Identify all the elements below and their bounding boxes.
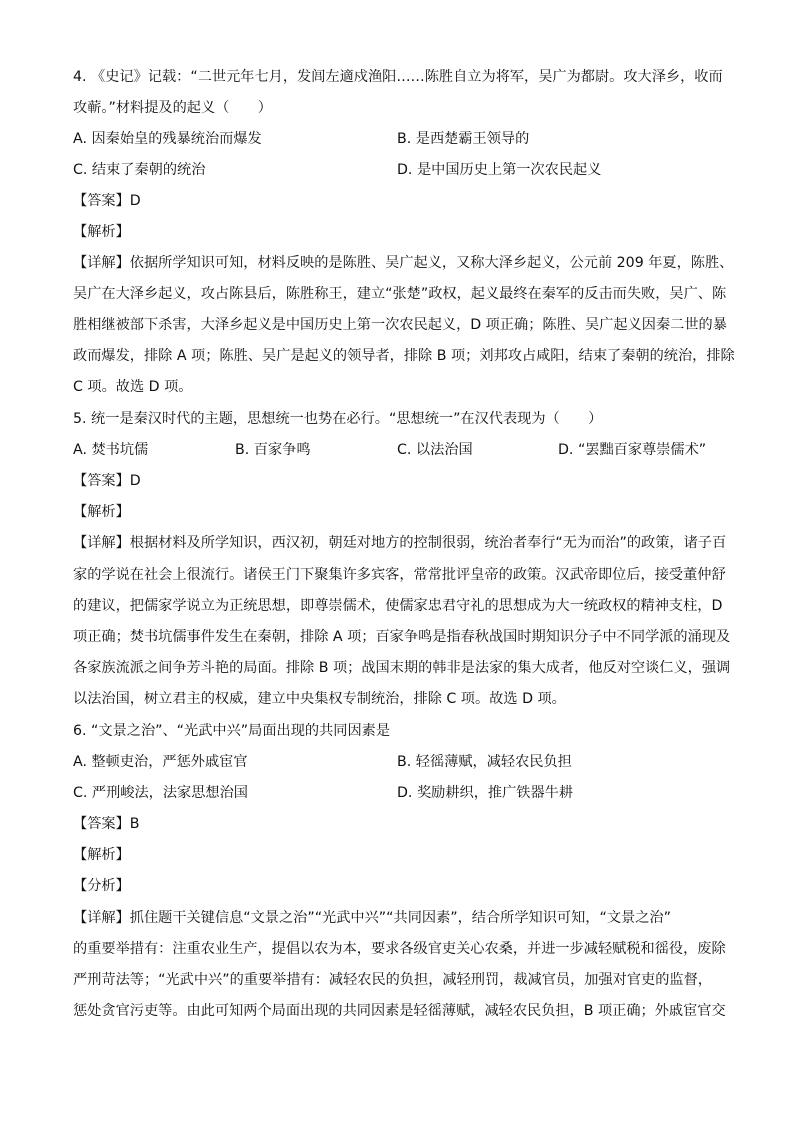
question-4-jiexi-label: 【解析】: [73, 224, 130, 240]
question-6-fenxi-label: 【分析】: [73, 878, 130, 894]
question-4-detail-line-1: 【详解】依据所学知识可知，材料反映的是陈胜、吴广起义，又称大泽乡起义，公元前 209 年夏，陈胜、: [73, 255, 734, 271]
question-4-detail-line-5: C 项。故选 D 项。: [73, 379, 193, 395]
question-4-detail-line-4: 政而爆发，排除 A 项；陈胜、吴广是起义的领导者，排除 B 项；刘邦攻占咸阳，结束了秦朝的统治，排除: [73, 348, 735, 364]
question-4-detail-line-3: 胜相继被部下杀害，大泽乡起义是中国历史上第一次农民起义，D 项正确；陈胜、吴广起义因秦二世的暴: [73, 317, 727, 333]
question-6-detail-line-4: 惩处贪官污吏等。由此可知两个局面出现的共同因素是轻徭薄赋，减轻农民负担，B 项正确；外戚宦官交: [73, 1003, 726, 1019]
question-6-option-d: D. 奖励耕织，推广铁器牛耕: [397, 785, 574, 801]
question-5-option-c: C. 以法治国: [397, 442, 473, 458]
question-5-detail-line-2: 家的学说在社会上很流行。诸侯王门下聚集许多宾客，常常批评皇帝的政策。汉武帝即位后，接受董仲舒: [73, 567, 726, 583]
question-5-option-a: A. 焚书坑儒: [73, 442, 149, 458]
question-4-stem-line-2: 攻蕲。”材料提及的起义（ ）: [73, 100, 272, 116]
question-6-detail-line-3: 严刑苛法等；“光武中兴”的重要举措有：减轻农民的负担，减轻刑罚，裁减官员，加强对官吏的监督，: [73, 972, 712, 988]
question-6-stem-line-1: 6. “文景之治”、“光武中兴”局面出现的共同因素是: [73, 723, 391, 739]
question-4-stem-line-1: 4. 《史记》记载：“二世元年七月，发闾左適戍渔阳……陈胜自立为将军，吴广为都尉。攻大泽乡，收而: [73, 69, 723, 85]
question-5-option-d: D. “罢黜百家尊崇儒术”: [558, 442, 707, 458]
question-5-detail-line-4: 项正确；焚书坑儒事件发生在秦朝，排除 A 项；百家争鸣是指春秋战国时期知识分子中不同学派的涌现及: [73, 629, 731, 645]
question-6-detail-line-2: 的重要举措有：注重农业生产，提倡以农为本，要求各级官吏关心农桑，并进一步减轻赋税和徭役，废除: [73, 941, 726, 957]
question-4-detail-line-2: 吴广在大泽乡起义，攻占陈县后，陈胜称王，建立“张楚”政权，起义最终在秦军的反击而失败，吴广、陈: [73, 286, 727, 302]
question-5-option-b: B. 百家争鸣: [235, 442, 311, 458]
question-5-detail-line-1: 【详解】根据材料及所学知识，西汉初，朝廷对地方的控制很弱，统治者奉行“无为而治”的政策，诸子百: [73, 535, 727, 551]
question-5-jiexi-label: 【解析】: [73, 504, 130, 520]
question-6-option-b: B. 轻徭薄赋，减轻农民负担: [397, 754, 572, 770]
question-6-option-a: A. 整顿吏治，严惩外戚宦官: [73, 754, 248, 770]
question-4-answer: 【答案】D: [73, 193, 141, 209]
question-4-option-c: C. 结束了秦朝的统治: [73, 162, 206, 178]
question-6-answer: 【答案】B: [73, 816, 140, 832]
question-6-detail-line-1: 【详解】抓住题干关键信息“文景之治”“光武中兴”“共同因素”，结合所学知识可知，“文景之治”: [73, 910, 671, 926]
question-4-option-b: B. 是西楚霸王领导的: [397, 131, 530, 147]
question-5-detail-line-5: 各家族流派之间争芳斗艳的局面。排除 B 项；战国末期的韩非是法家的集大成者，他反对空谈仁义，强调: [73, 660, 731, 676]
question-4-option-a: A. 因秦始皇的残暴统治而爆发: [73, 131, 262, 147]
question-5-stem-line-1: 5. 统一是秦汉时代的主题，思想统一也势在必行。“思想统一”在汉代表现为（ ）: [73, 411, 603, 427]
question-4-option-d: D. 是中国历史上第一次农民起义: [397, 162, 602, 178]
question-6-jiexi-label: 【解析】: [73, 847, 130, 863]
question-5-detail-line-3: 的建议，把儒家学说立为正统思想，即尊崇儒术，使儒家忠君守礼的思想成为大一统政权的精神支柱，D: [73, 598, 723, 614]
question-6-option-c: C. 严刑峻法，法家思想治国: [73, 785, 248, 801]
question-5-detail-line-6: 以法治国，树立君主的权威，建立中央集权专制统治，排除 C 项。故选 D 项。: [73, 691, 566, 707]
question-5-answer: 【答案】D: [73, 473, 141, 489]
